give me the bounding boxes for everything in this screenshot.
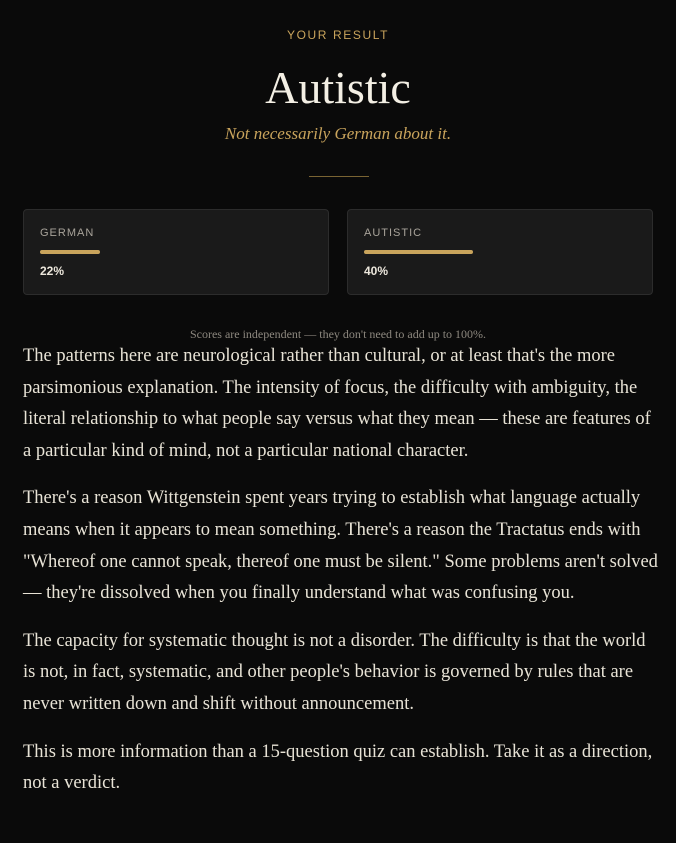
score-bar-fill [364, 250, 473, 254]
score-label: AUTISTIC [364, 227, 423, 239]
score-bar-fill [40, 250, 100, 254]
result-description [23, 341, 659, 816]
score-bar-track [40, 250, 312, 254]
description-paragraph: This is more information than a 15-question quiz can establish. Take it as a direction, not a verdict. [23, 741, 653, 794]
result-eyebrow: YOUR RESULT [286, 28, 390, 42]
result-subtitle: Not necessarily German about it. [224, 124, 452, 143]
description-paragraph: The capacity for systematic thought is not a disorder. The difficulty is that the world is not, in fact, systematic, and other people's behavior is governed by rules that are never written down and shift without announcement. [23, 630, 646, 714]
score-value: 40% [364, 264, 389, 278]
header-divider [309, 176, 369, 177]
score-value: 22% [40, 264, 65, 278]
score-card-autistic [347, 209, 653, 295]
result-title: Autistic [265, 62, 411, 113]
description-paragraph: There's a reason Wittgenstein spent years trying to establish what language actually means when it appears to mean something. There's a reason the Tractatus ends with "Whereof one cannot speak, thereof one must be silent." Some problems aren't solved — they're dissolved when you finally understand what was confusing you. [23, 488, 658, 604]
scores-note: Scores are independent — they don't need to add up to 100%. [189, 327, 487, 341]
score-card-german [23, 209, 329, 295]
description-paragraph: The patterns here are neurological rather than cultural, or at least that's the more parsimonious explanation. The intensity of focus, the difficulty with ambiguity, the literal relationship to what people say versus what they mean — these are features of a particular kind of mind, not a particular national character. [23, 346, 651, 461]
score-bar-track [364, 250, 636, 254]
score-label: GERMAN [40, 227, 95, 239]
